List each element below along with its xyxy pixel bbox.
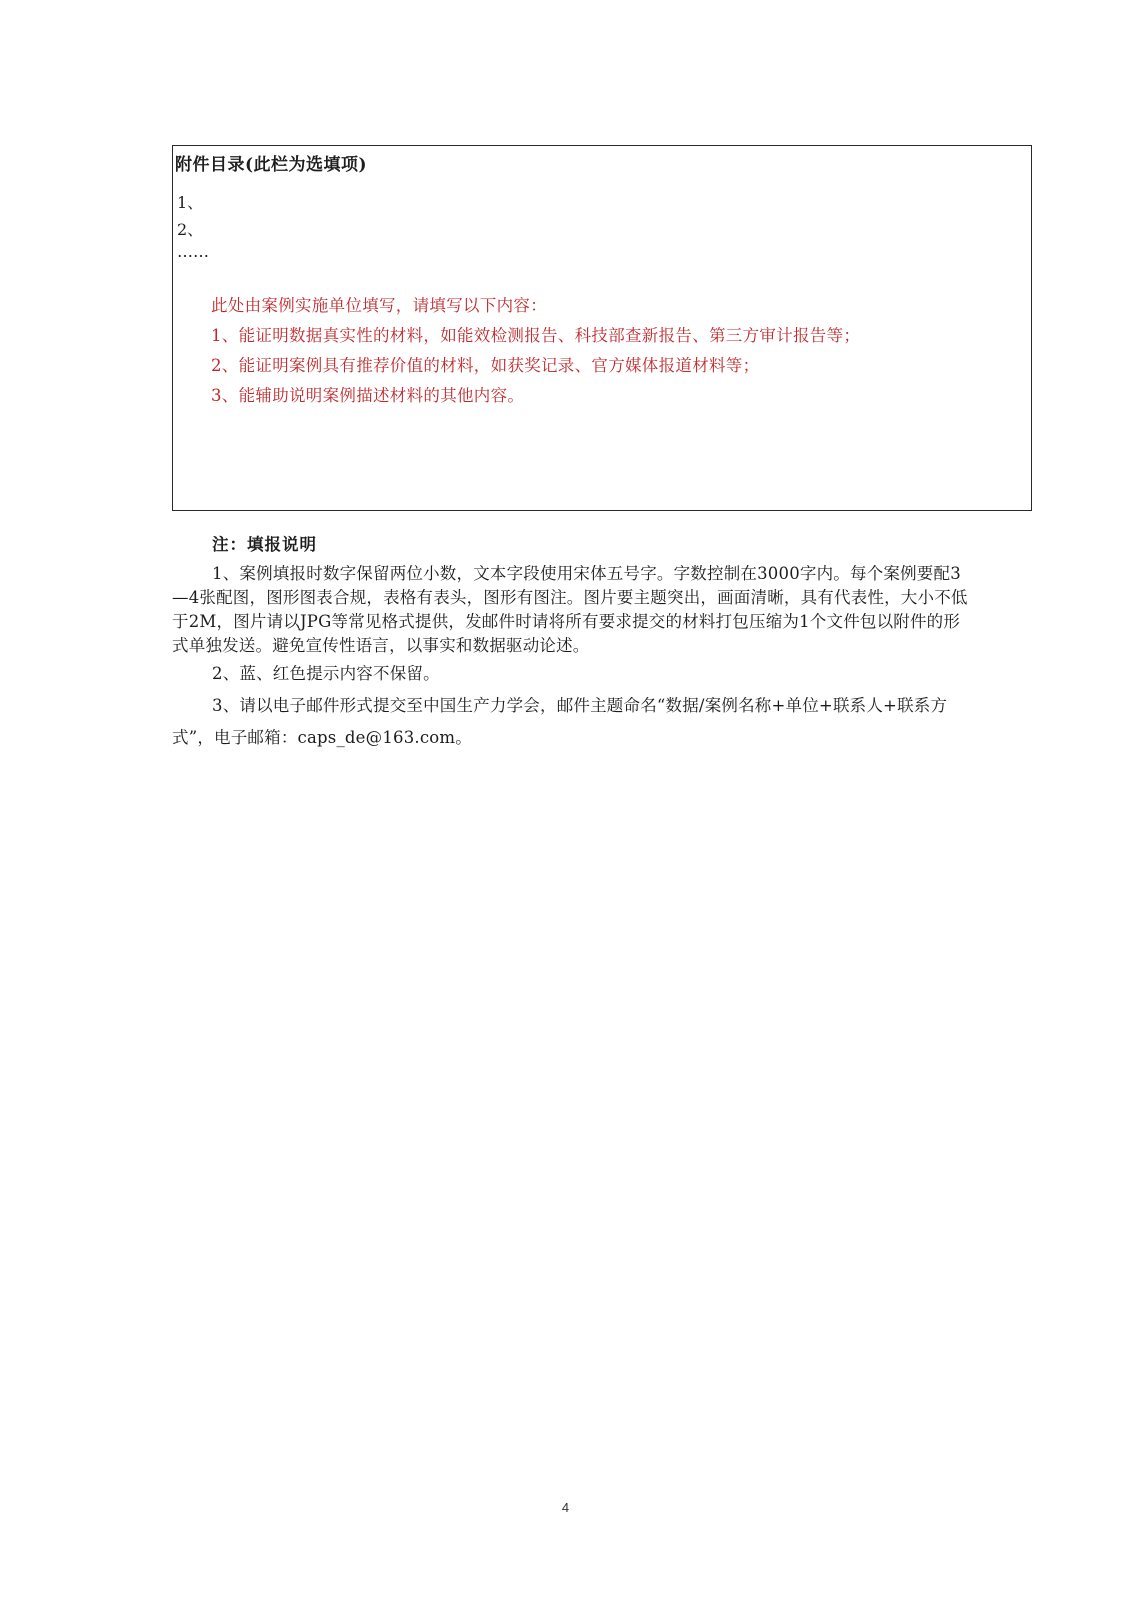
annex-item-1: 1、 <box>177 193 204 212</box>
annex-instruction-3: 3、能辅助说明案例描述材料的其他内容。 <box>211 386 525 405</box>
note-paragraph-2: 2、蓝、红色提示内容不保留。 <box>212 664 440 683</box>
annex-instruction-2: 2、能证明案例具有推荐价值的材料，如获奖记录、官方媒体报道材料等； <box>211 356 760 375</box>
note-paragraph-3: 3、请以电子邮件形式提交至中国生产力学会，邮件主题命名“数据/案例名称+单位+联系人+联系方式”，电子邮箱：caps_de@163.com。 <box>172 696 948 747</box>
annex-instruction-1: 1、能证明数据真实性的材料，如能效检测报告、科技部查新报告、第三方审计报告等； <box>211 326 861 345</box>
annex-list-box <box>172 145 1032 511</box>
page-number: 4 <box>561 1500 570 1515</box>
notes-title: 注：填报说明 <box>212 535 317 554</box>
annex-instructions <box>211 291 860 411</box>
filling-notes <box>172 532 972 754</box>
annex-title: 附件目录(此栏为选填项) <box>175 155 368 175</box>
annex-item-2: 2、 <box>177 220 204 239</box>
annex-item-ellipsis: …… <box>177 242 209 261</box>
note-paragraph-1: 1、案例填报时数字保留两位小数，文本字段使用宋体五号字。字数控制在3000字内。每个案例要配3—4张配图，图形图表合规，表格有表头，图形有图注。图片要主题突出，画面清晰，具有代表性，大小不低于2M，图片请以JPG等常见格式提供，发邮件时请将所有要求提交的材料打包压缩为1个文件包以附件的形式单独发送。避免宣传性语言，以事实和数据驱动论述。 <box>172 564 968 655</box>
annex-instruction-intro: 此处由案例实施单位填写，请填写以下内容： <box>211 296 547 315</box>
